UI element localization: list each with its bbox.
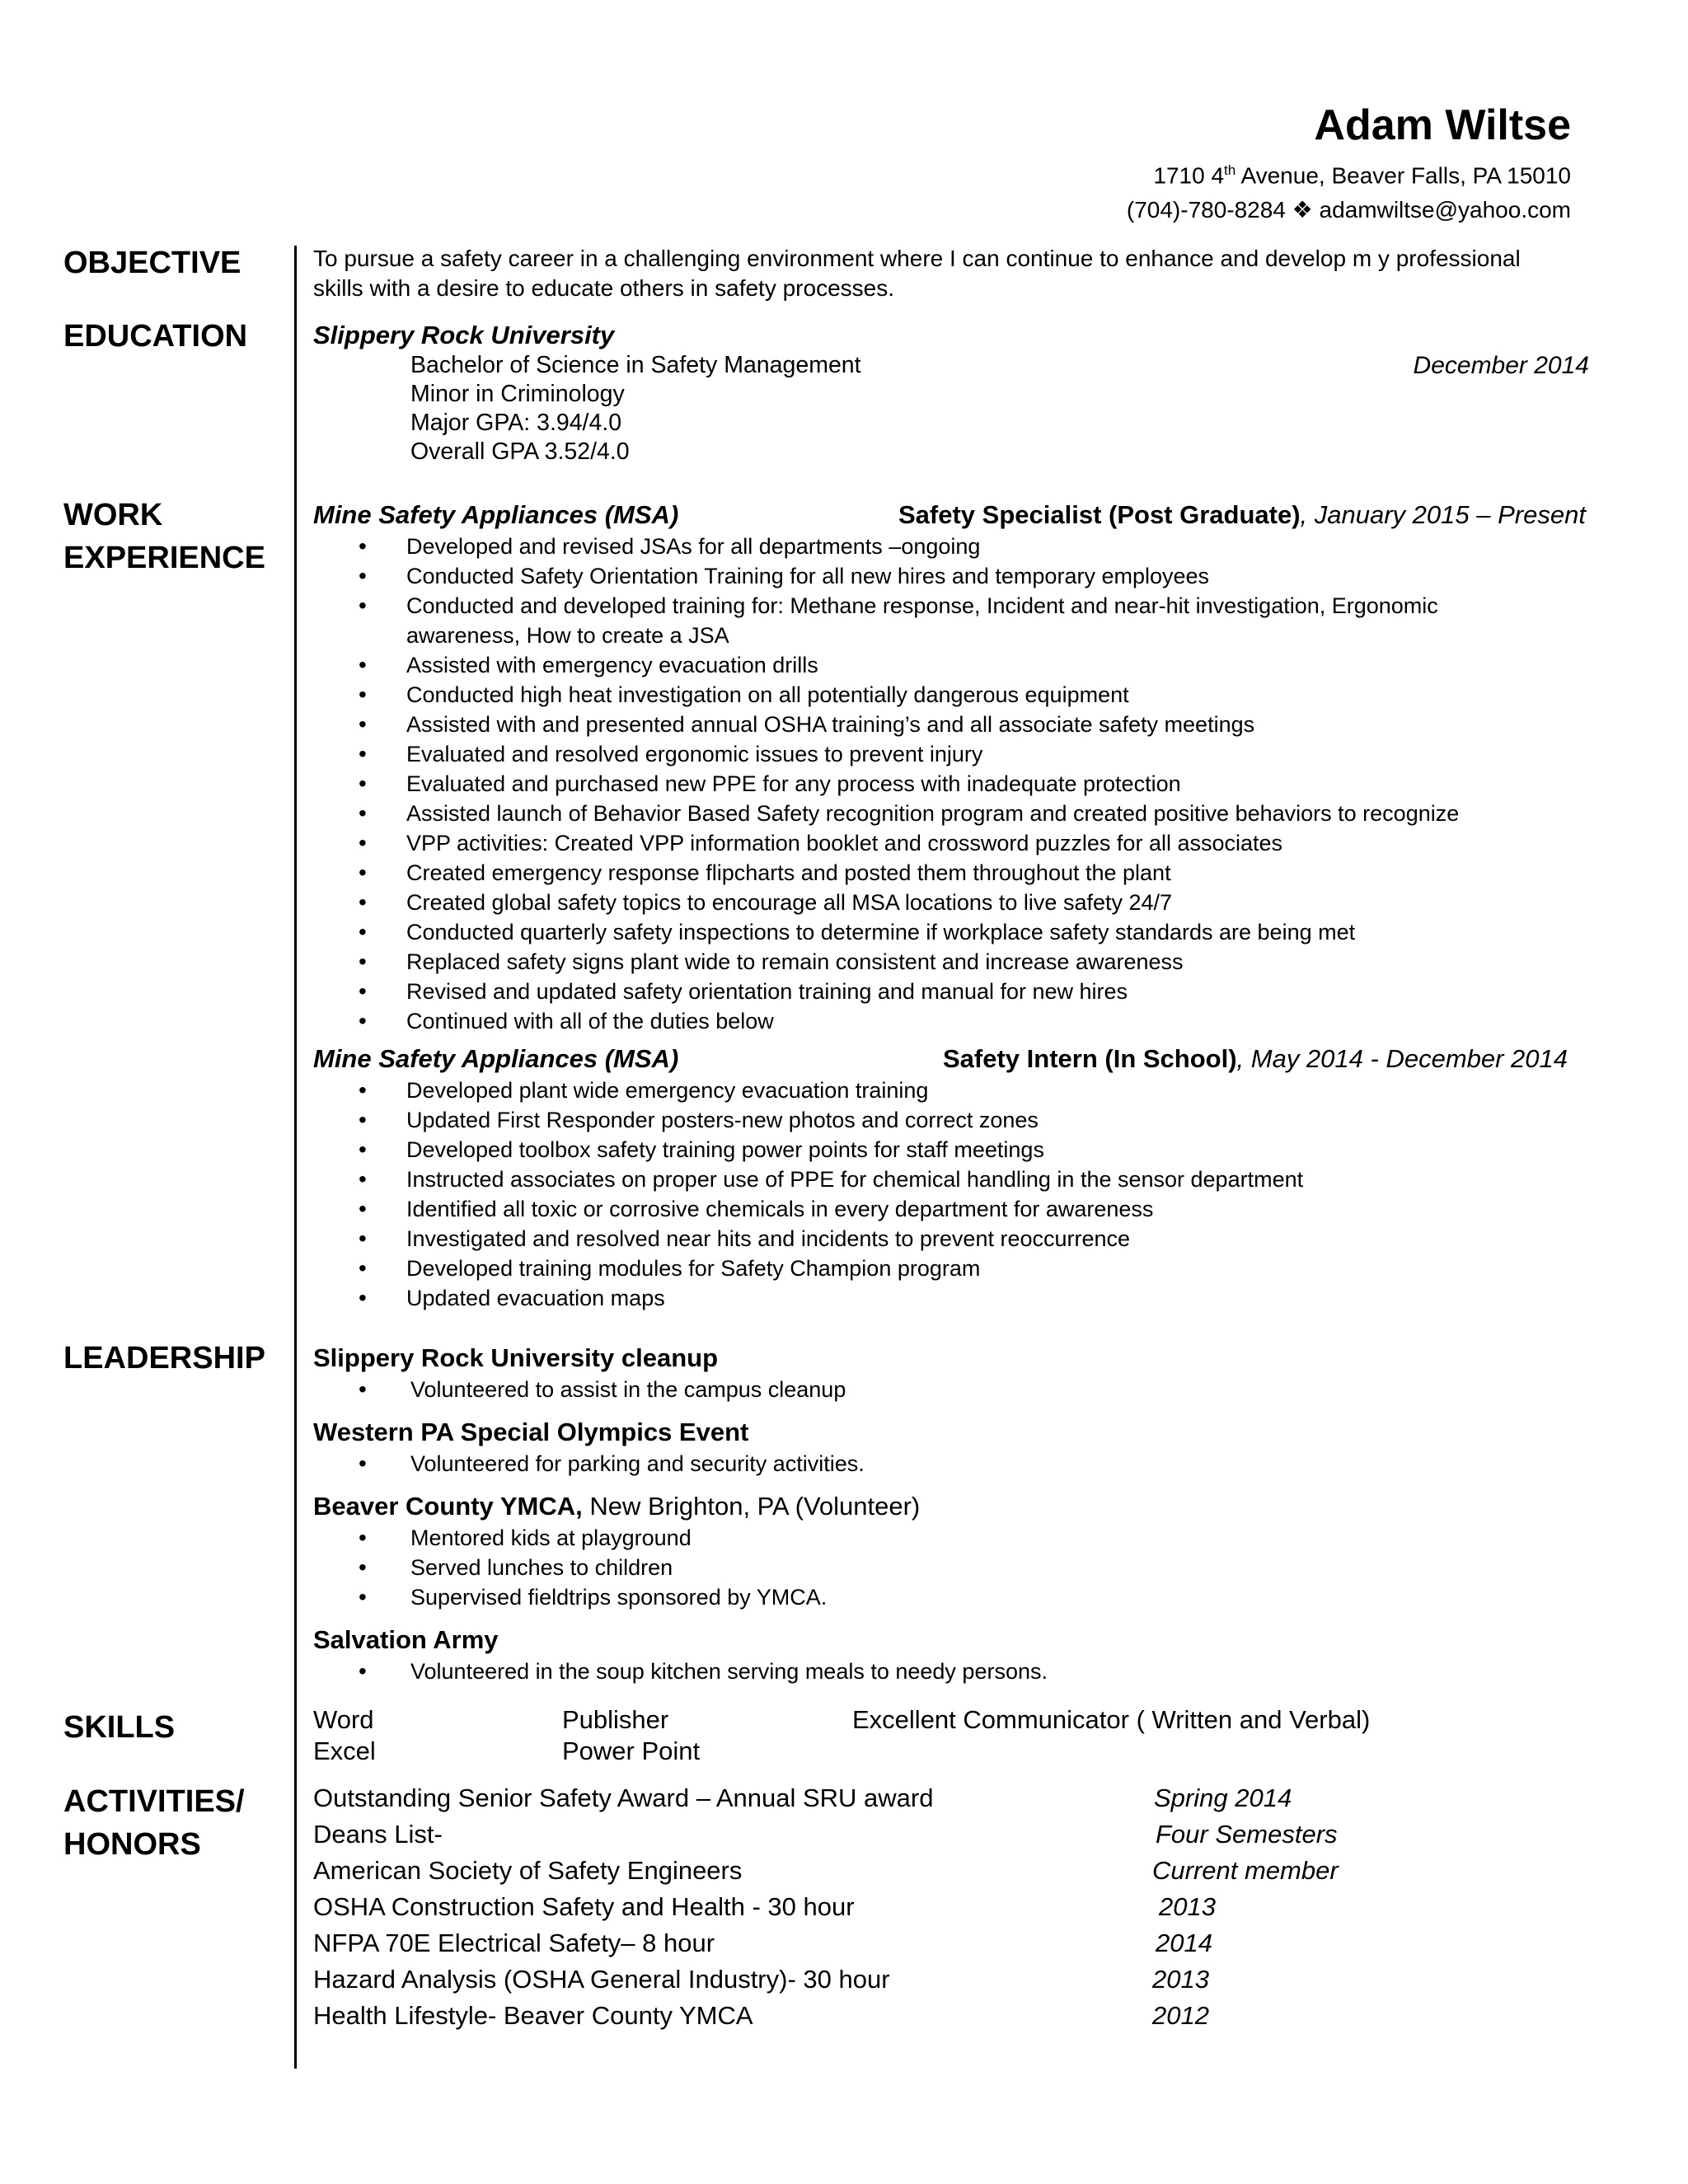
leadership-org-line: [313, 1490, 1639, 1523]
job-duties-list: [313, 532, 1639, 1036]
section-label-activities: ACTIVITIES/: [63, 1784, 245, 1819]
job-dates: , May 2014 - December 2014: [1236, 1044, 1568, 1073]
honor-item: Health Lifestyle- Beaver County YMCA: [313, 2001, 753, 2030]
bullet-item: • VPP activities: Created VPP information booklet and crossword puzzles for all associates: [313, 828, 1639, 858]
job-heading: [313, 499, 1639, 532]
honor-item: NFPA 70E Electrical Safety– 8 hour: [313, 1929, 715, 1957]
leadership-bullets: [313, 1375, 1639, 1404]
honor-row: [313, 1963, 1639, 1999]
section-label-objective: OBJECTIVE: [63, 246, 241, 280]
honor-date: Current member: [1152, 1856, 1339, 1885]
leadership-bullets: [313, 1657, 1639, 1686]
bullet-item: • Served lunches to children: [313, 1553, 1639, 1582]
bullet-item: • Developed plant wide emergency evacuation training: [313, 1076, 1639, 1105]
bullet-item: • Conducted high heat investigation on all potentially dangerous equipment: [313, 680, 1639, 710]
skill: Excellent Communicator ( Written and Verbal): [852, 1705, 1371, 1734]
honor-date: 2013: [1152, 1965, 1209, 1994]
address-line: [1127, 153, 1571, 193]
degree-line: [313, 351, 1639, 380]
school-name: Slippery Rock University: [313, 321, 615, 349]
honor-item: OSHA Construction Safety and Health - 30 hour: [313, 1892, 855, 1921]
bullet-item: • Conducted Safety Orientation Training for all new hires and temporary employees: [313, 561, 1639, 591]
degree: Bachelor of Science in Safety Management: [410, 352, 861, 378]
objective-text: [313, 244, 1639, 303]
job-entry: [313, 499, 1639, 1036]
bullet-item: • Updated First Responder posters-new photos and correct zones: [313, 1105, 1639, 1135]
graduation-date: December 2014: [1413, 352, 1589, 379]
address-rest: Avenue, Beaver Falls, PA 15010: [1236, 162, 1571, 189]
honor-row: [313, 1999, 1639, 2036]
honor-row: [313, 1854, 1639, 1891]
objective-line: skills with a desire to educate others in safety processes.: [313, 275, 895, 301]
honor-row: [313, 1891, 1639, 1927]
bullet-item: • Assisted with emergency evacuation drills: [313, 650, 1639, 680]
leadership-org-detail: New Brighton, PA (Volunteer): [582, 1492, 921, 1521]
employer: Mine Safety Appliances (MSA): [313, 1044, 679, 1073]
bullet-item: • Conducted and developed training for: Methane response, Incident and near-hit investigation, Ergonomic: [313, 591, 1639, 621]
bullet-item: • Volunteered for parking and security activities.: [313, 1449, 1639, 1479]
bullet-item: • Assisted with and presented annual OSHA training’s and all associate safety meetings: [313, 710, 1639, 739]
bullet-item: • Developed toolbox safety training power points for staff meetings: [313, 1135, 1639, 1165]
spacer: [313, 1612, 1639, 1624]
candidate-name: Adam Wiltse: [1314, 101, 1571, 149]
major-gpa: Major GPA: 3.94/4.0: [410, 410, 622, 436]
honor-row: [313, 1782, 1639, 1818]
leadership-block: [313, 1342, 1639, 1686]
leadership-org: Salvation Army: [313, 1625, 499, 1654]
bullet-item: • Assisted launch of Behavior Based Safety recognition program and created positive behaviors to recognize: [313, 799, 1639, 828]
honor-date: Spring 2014: [1154, 1783, 1292, 1812]
honors-list: [313, 1782, 1639, 2036]
resume-header: [1127, 97, 1571, 227]
bullet-item: • Identified all toxic or corrosive chemicals in every department for awareness: [313, 1194, 1639, 1224]
leadership-org: Slippery Rock University cleanup: [313, 1343, 719, 1372]
job-title: Safety Intern (In School): [943, 1044, 1237, 1073]
honor-item: Hazard Analysis (OSHA General Industry)- 30 hour: [313, 1965, 890, 1994]
bullet-item: • Mentored kids at playground: [313, 1523, 1639, 1553]
section-divider-line: [294, 246, 297, 2069]
bullet-item: • Volunteered to assist in the campus cleanup: [313, 1375, 1639, 1404]
objective-line: To pursue a safety career in a challenging environment where I can continue to enhance and develop m y professional: [313, 246, 1521, 271]
bullet-item: awareness, How to create a JSA: [406, 623, 729, 648]
address-ordinal: th: [1224, 162, 1236, 178]
bullet-item: • Volunteered in the soup kitchen serving meals to needy persons.: [313, 1657, 1639, 1686]
bullet-item: • Created emergency response flipcharts and posted them throughout the plant: [313, 858, 1639, 888]
skills-block: [313, 1704, 1639, 1767]
skill: Power Point: [562, 1736, 701, 1765]
job-title: Safety Specialist (Post Graduate): [898, 500, 1301, 529]
bullet-item: • Evaluated and purchased new PPE for any process with inadequate protection: [313, 769, 1639, 799]
bullet-item: • Updated evacuation maps: [313, 1283, 1639, 1313]
contact-line: (704)-780-8284 ❖ adamwiltse@yahoo.com: [1126, 197, 1571, 223]
bullet-item: • Supervised fieldtrips sponsored by YMCA.: [313, 1582, 1639, 1612]
section-label-work: WORK: [63, 498, 163, 532]
job-title-line: [898, 499, 1586, 532]
honor-date: Four Semesters: [1156, 1820, 1338, 1849]
skill: Excel: [313, 1736, 376, 1765]
bullet-item: • Continued with all of the duties below: [313, 1006, 1639, 1036]
honor-item: American Society of Safety Engineers: [313, 1856, 743, 1885]
honor-row: [313, 1927, 1639, 1963]
bullet-item: • Created global safety topics to encourage all MSA locations to live safety 24/7: [313, 888, 1639, 917]
education-block: [313, 320, 1639, 466]
section-label-honors: HONORS: [63, 1827, 201, 1862]
leadership-org: Western PA Special Olympics Event: [313, 1418, 749, 1446]
section-label-experience: EXPERIENCE: [63, 541, 265, 575]
honor-item: Deans List-: [313, 1820, 443, 1849]
honor-item: Outstanding Senior Safety Award – Annual SRU award: [313, 1783, 934, 1812]
overall-gpa: Overall GPA 3.52/4.0: [410, 438, 630, 465]
section-label-skills: SKILLS: [63, 1710, 176, 1745]
bullet-item: • Replaced safety signs plant wide to remain consistent and increase awareness: [313, 947, 1639, 977]
bullet-item: • Investigated and resolved near hits and incidents to prevent reoccurrence: [313, 1224, 1639, 1254]
bullet-item: • Instructed associates on proper use of PPE for chemical handling in the sensor department: [313, 1165, 1639, 1194]
job-entry: [313, 1043, 1639, 1313]
leadership-bullets: [313, 1523, 1639, 1612]
address-number: 1710 4: [1153, 162, 1225, 189]
section-label-leadership: LEADERSHIP: [63, 1341, 265, 1376]
bullet-item: • Developed and revised JSAs for all departments –ongoing: [313, 532, 1639, 561]
skills-grid: [313, 1704, 1639, 1767]
spacer: [313, 1479, 1639, 1490]
employer: Mine Safety Appliances (MSA): [313, 500, 679, 529]
leadership-bullets: [313, 1449, 1639, 1479]
leadership-org: Beaver County YMCA,: [313, 1492, 583, 1521]
job-dates: , January 2015 – Present: [1300, 500, 1586, 529]
job-heading: [313, 1043, 1639, 1076]
honor-date: 2013: [1159, 1892, 1216, 1921]
bullet-item: • Revised and updated safety orientation training and manual for new hires: [313, 977, 1639, 1006]
section-label-education: EDUCATION: [63, 319, 248, 354]
minor: Minor in Criminology: [410, 381, 625, 407]
honor-row: [313, 1818, 1639, 1854]
job-title-line: [943, 1043, 1568, 1076]
skill: Publisher: [562, 1705, 669, 1734]
honor-date: 2012: [1152, 2001, 1209, 2030]
bullet-item: • Evaluated and resolved ergonomic issues to prevent injury: [313, 739, 1639, 769]
bullet-item: • Developed training modules for Safety Champion program: [313, 1254, 1639, 1283]
bullet-item: • Conducted quarterly safety inspections to determine if workplace safety standards are being met: [313, 917, 1639, 947]
job-duties-list: [313, 1076, 1639, 1313]
honor-date: 2014: [1156, 1929, 1212, 1957]
skill: Word: [313, 1705, 374, 1734]
spacer: [313, 1404, 1639, 1416]
